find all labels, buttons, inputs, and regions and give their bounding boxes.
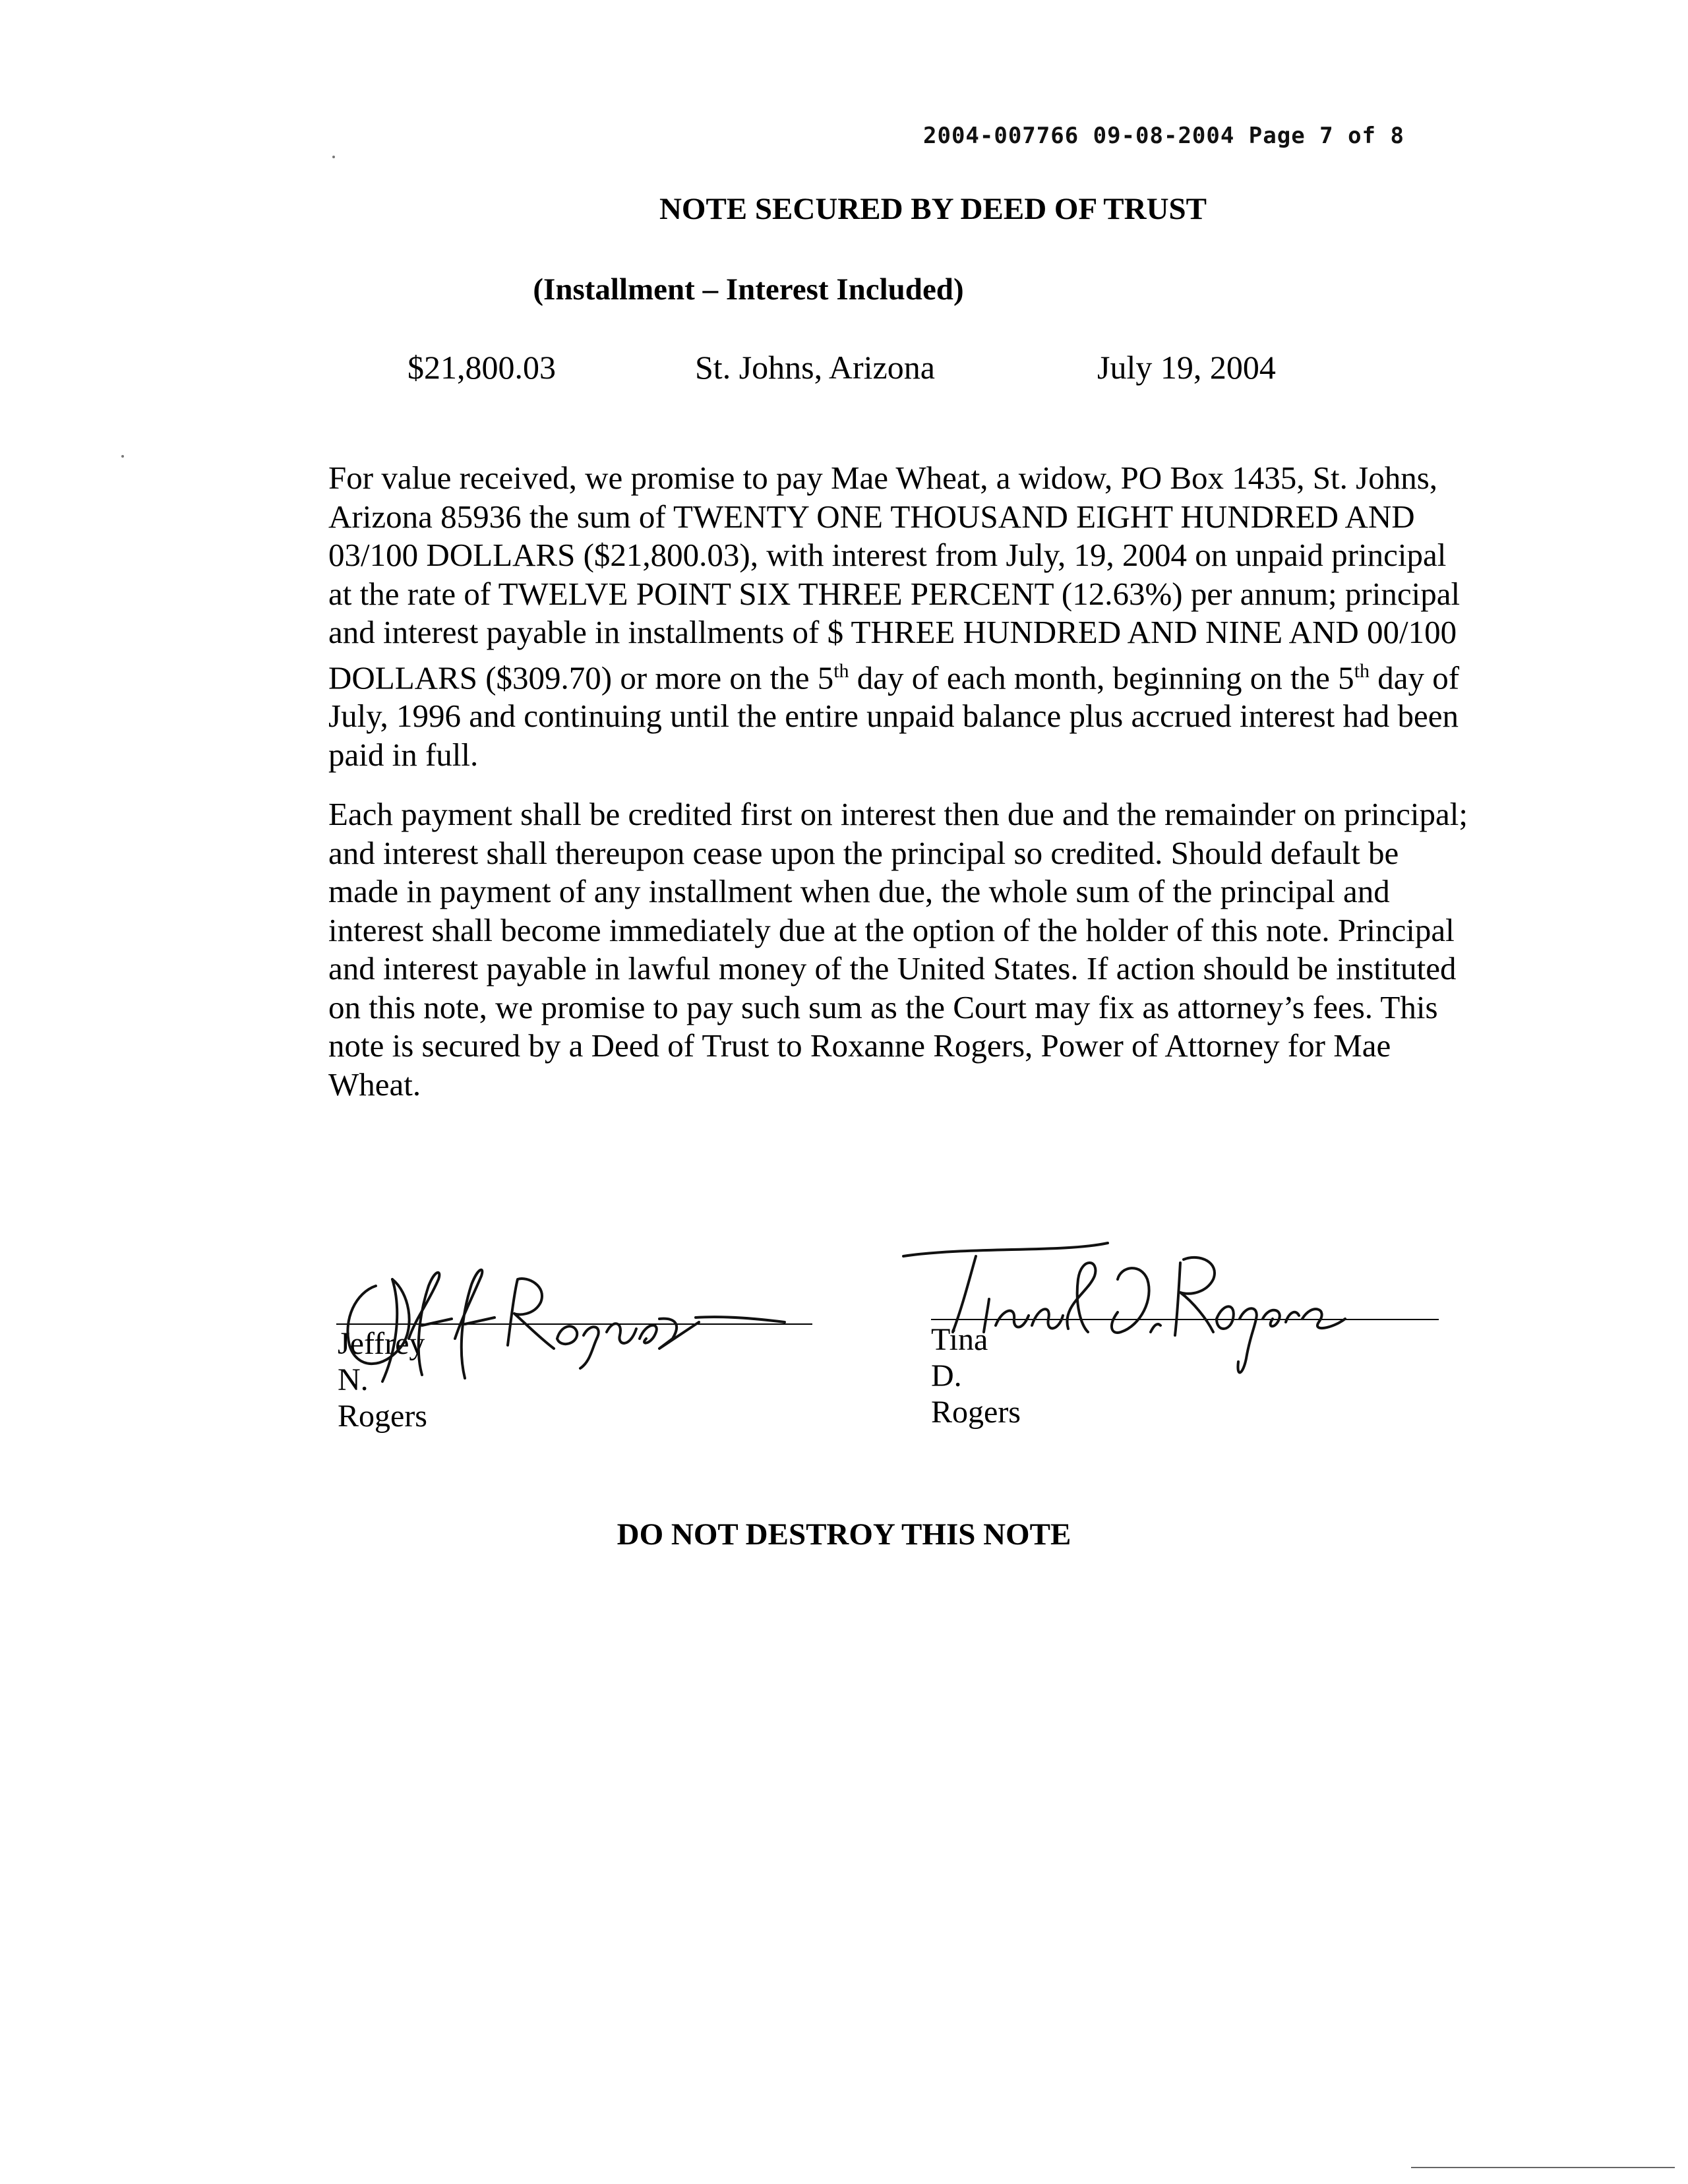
scan-speck	[121, 455, 124, 458]
handwritten-signature-jeffrey	[330, 1240, 791, 1391]
note-place: St. Johns, Arizona	[695, 349, 935, 386]
scan-edge-line	[1411, 2167, 1675, 2168]
signer-printed-name: Tina D. Rogers	[931, 1322, 1021, 1430]
note-header-row	[0, 348, 1688, 394]
terms-paragraph: Each payment shall be credited first on interest then due and the remainder on principal; and interest shall thereupon cease upon the principal so credited. Should default be made in payment of any installment when due, the whole sum of the principal and interest shall become immediately due at the option of the holder of this note. Principal and interest payable in lawful money of the United States. If action should be instituted on this note, we promise to pay such sum as the Court may fix as attorney’s fees. This note is secured by a Deed of Trust to Roxanne Rogers, Power of Attorney for Mae Wheat.	[328, 796, 1468, 1103]
note-amount: $21,800.03	[407, 349, 556, 386]
signer-printed-name: Jeffrey N. Rogers	[338, 1326, 427, 1434]
promise-text-3: day of July, 1996 and continuing until the entire unpaid balance plus accrued interest had been paid in full.	[328, 659, 1460, 773]
note-date: July 19, 2004	[1097, 349, 1276, 386]
handwritten-signature-tina	[890, 1227, 1365, 1385]
do-not-destroy-notice: DO NOT DESTROY THIS NOTE	[617, 1517, 1071, 1552]
promise-text-2: day of each month, beginning on the 5	[849, 659, 1354, 696]
ordinal-suffix-1: th	[833, 659, 849, 682]
document-subtitle: (Installment – Interest Included)	[533, 272, 964, 307]
recording-stamp: 2004-007766 09-08-2004 Page 7 of 8	[923, 123, 1404, 149]
promise-paragraph	[328, 459, 1476, 774]
scan-speck	[332, 156, 335, 158]
promise-text-1: For value received, we promise to pay Mae Wheat, a widow, PO Box 1435, St. Johns, Arizona 85936 the sum of TWENTY ONE THOUSAND EIGHT HUNDRED AND 03/100 DOLLARS ($21,800.03), with interest from July, 19, 2004 on unpaid principal at the rate of TWELVE POINT SIX THREE PERCENT (12.63%) per annum; principal and interest payable in installments of $ THREE HUNDRED AND NINE AND 00/100 DOLLARS ($309.70) or more on the 5	[328, 460, 1461, 696]
document-title: NOTE SECURED BY DEED OF TRUST	[659, 192, 1207, 226]
ordinal-suffix-2: th	[1354, 659, 1370, 682]
